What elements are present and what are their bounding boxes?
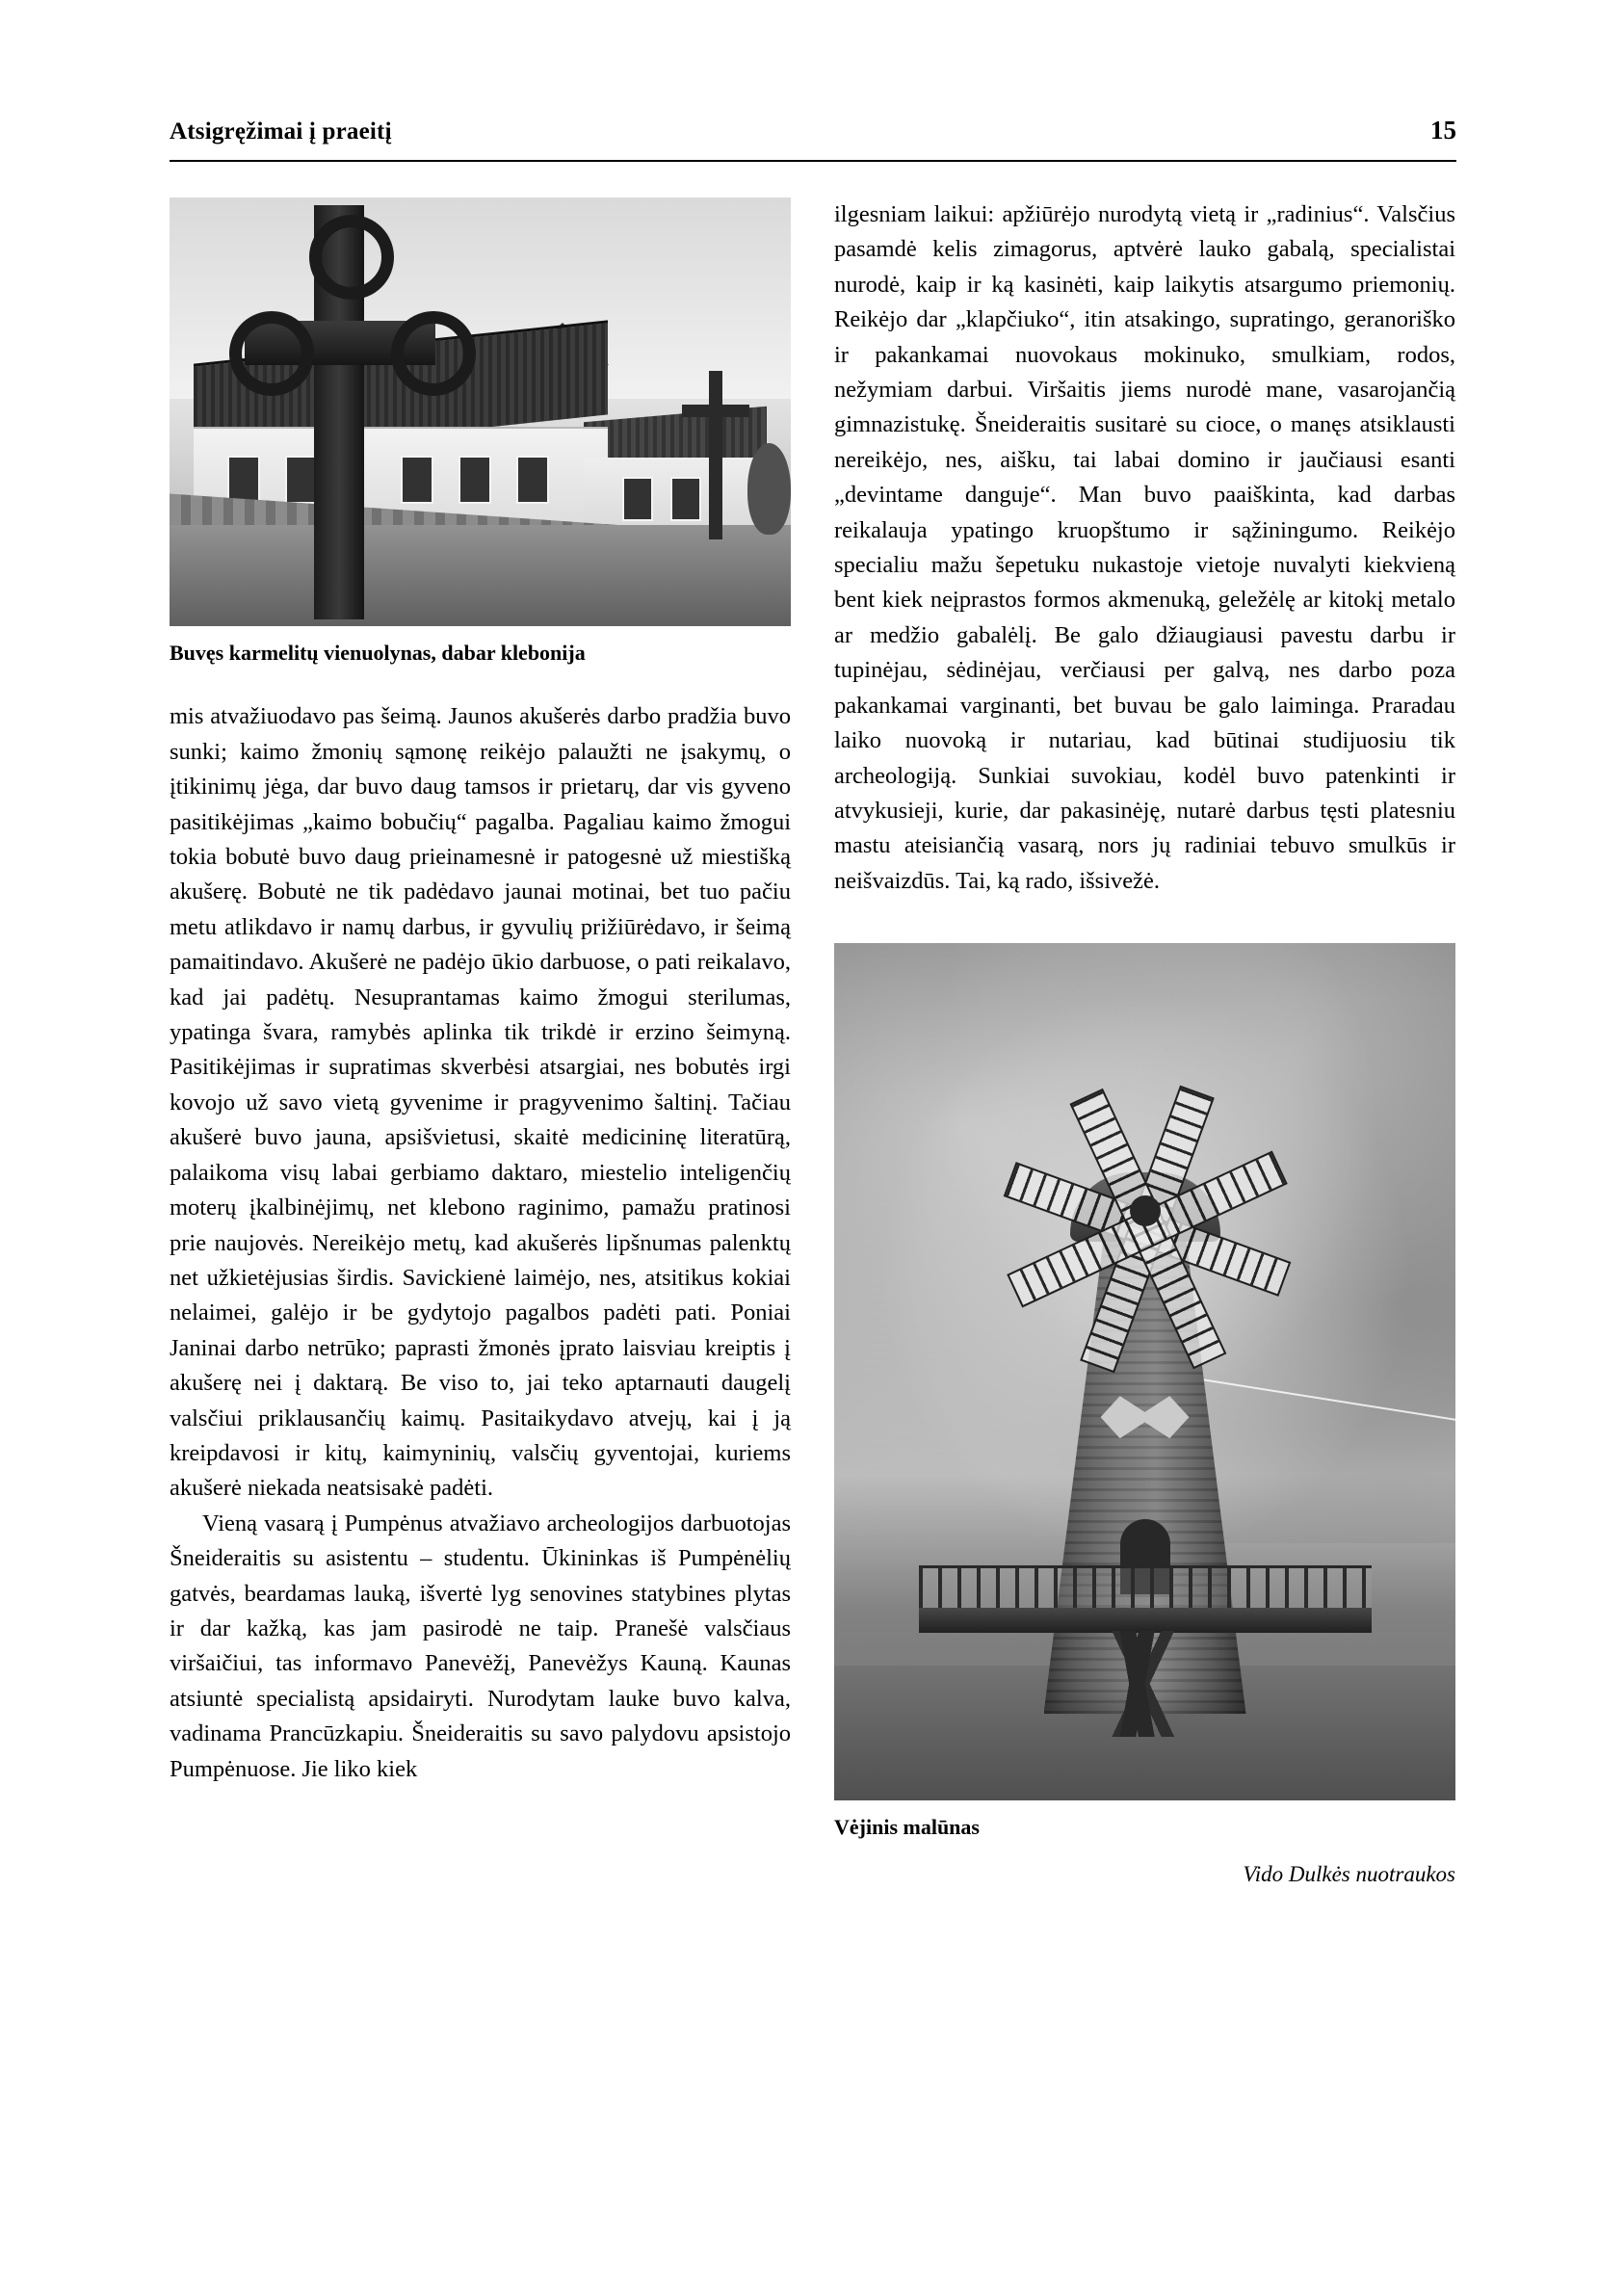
figure-windmill-caption: Vėjinis malūnas [834, 1815, 980, 1840]
photo-window [458, 456, 491, 504]
photo-cross-ring-top [309, 215, 394, 300]
right-paragraph-1: ilgesniam laikui: apžiūrėjo nurodytą vietą ir „radinius“. Valsčius pasamdė kelis zimagorus, aptvėrė lauko gabalą, specialistai nurodė, kaip ir ką kasinėti, kaip laikytis atsargumo priemonių. Reikėjo dar „klapčiuko“, itin atsakingo, supratingo, geranoriško ir pakankamai nuovokaus mokinuko, smulkiam, rodos, nežymiam darbui. Viršaitis jiems nurodė mane, vasarojančią gimnazistukę. Šneideraitis susitarė su cioce, o manęs atsiklausti nereikėjo, nes, aišku, tai labai domino ir jaučiausi esanti „devintame danguje“. Man buvo paaiškinta, kad darbas reikalauja ypatingo kruopštumo ir sąžiningumo. Reikėjo specialiu mažu šepetuku nukastoje vietoje nuvalyti kiekvieną bent kiek neįprastos formos akmenuką, geležėlę ar kitokį metalo ar medžio gabalėlį. Be galo džiaugiausi pavestu darbu ir tupinėjau, sėdinėjau, verčiausi per galvą, nes darbo poza pakankamai varginanti, bet buvau be galo laiminga. Praradau laiko nuovoką ir nutariau, kad būtinai studijuosiu tik archeologiją. Sunkiai suvokiau, kodėl buvo patenkinti ir atvykusieji, kurie, dar pakasinėję, nutarė darbus tęsti platesniu mastu ateisiančią vasarą, nors jų radiniai tebuvo smulkūs ir neišvaizdūs. Tai, ką rado, išsivežė. [834, 201, 1455, 894]
photo-window [622, 477, 653, 521]
left-paragraph-2: Vieną vasarą į Pumpėnus atvažiavo archeologijos darbuotojas Šneideraitis su asistentu – studentu. Ūkininkas iš Pumpėnėlių gatvės, beardamas lauką, išvertė lyg senovines statybines plytas ir dar kažką, kas jam pasirodė ne taip. Pranešė valsčiaus viršaičiui, tas informavo Panevėžį, Panevėžys Kauną. Kaunas atsiuntė specialistą apsidairyti. Nurodytam lauke buvo kalva, vadinama Prancūzkapiu. Šneideraitis su savo palydovu apsistojo Pumpėnuose. Jie liko kiek [170, 1510, 791, 1782]
photo-small-cross-arm [682, 405, 749, 417]
right-text-column [834, 197, 1455, 1892]
left-text-column [170, 197, 791, 1787]
figure-photo-credit: Vido Dulkės nuotraukos [1243, 1861, 1455, 1886]
photo-windmill-railing [919, 1565, 1372, 1613]
left-paragraph-1: mis atvažiuodavo pas šeimą. Jaunos akušerės darbo pradžia buvo sunki; kaimo žmonių sąmonę reikėjo palaužti ne įsakymų, o įtikinimų jėga, dar buvo daug tamsos ir prietarų, dar vis gyveno pasitikėjimas „kaimo bobučių“ pagalba. Pagaliau kaimo žmogui tokia bobutė buvo daug prieinamesnė ir patogesnė už miestišką akušerę. Bobutė ne tik padėdavo jaunai motinai, bet tuo pačiu metu atlikdavo ir namų darbus, ir gyvulių prižiūrėdavo, ir šeimą pamaitindavo. Akušerė ne padėjo ūkio darbuose, o pati reikalavo, kad jai padėtų. Nesuprantamas kaimo žmogui sterilumas, ypatinga švara, ramybės aplinka tik trikdė ir erzino šeimyną. Pasitikėjimas ir supratimas skverbėsi atsargiai, nes bobutės irgi kovojo už savo vietą gyvenime ir pragyvenimo šaltinį. Tačiau akušerė buvo jauna, apsišvietusi, skaitė medicininę literatūrą, palaikoma visų labai gerbiamo daktaro, miestelio inteligenčių moterų įkalbinėjimų, net klebono raginimo, pamažu pratinosi prie naujovės. Nereikėjo metų, kad akušerės lipšnumas palenktų net užkietėjusias širdis. Savickienė laimėjo, nes, atsitikus kokiai nelaimei, galėjo ir be gydytojo pagalbos padėti pati. Poniai Janinai darbo netrūko; paprasti žmonės įprato laisviau kreiptis į akušerę nei į daktarą. Be viso to, jai teko aptarnauti daugelį valsčiui priklausančių kaimų. Pasitaikydavo atvejų, kai į ją kreipdavosi ir kitų, kaimyninių, valsčių gyventojai, kuriems akušerė niekada neatsisakė padėti. [170, 703, 791, 1502]
figure-monastery [170, 197, 791, 670]
photo-tree [747, 443, 791, 535]
photo-window [227, 456, 260, 504]
photo-foreground [170, 525, 791, 626]
figure-monastery-caption: Buvęs karmelitų vienuolynas, dabar klebonija [170, 641, 586, 665]
header-divider [170, 160, 1456, 162]
photo-cross-ring-right [391, 311, 476, 396]
photo-window [670, 477, 701, 521]
photo-windmill-gallery [919, 1608, 1372, 1633]
figure-windmill [834, 943, 1455, 1892]
photo-cross-ring-left [229, 311, 314, 396]
photo-monastery-image [170, 197, 791, 626]
running-head-title: Atsigręžimai į praeitį [170, 118, 392, 144]
photo-windmill-supports [953, 1631, 1338, 1737]
photo-window [516, 456, 549, 504]
photo-small-cross [709, 371, 722, 539]
photo-windmill-hub [1130, 1195, 1161, 1226]
page-header [170, 116, 1456, 145]
photo-window [401, 456, 433, 504]
page-number: 15 [1430, 116, 1456, 144]
photo-windmill-image [834, 943, 1455, 1800]
photo-window [285, 456, 318, 504]
